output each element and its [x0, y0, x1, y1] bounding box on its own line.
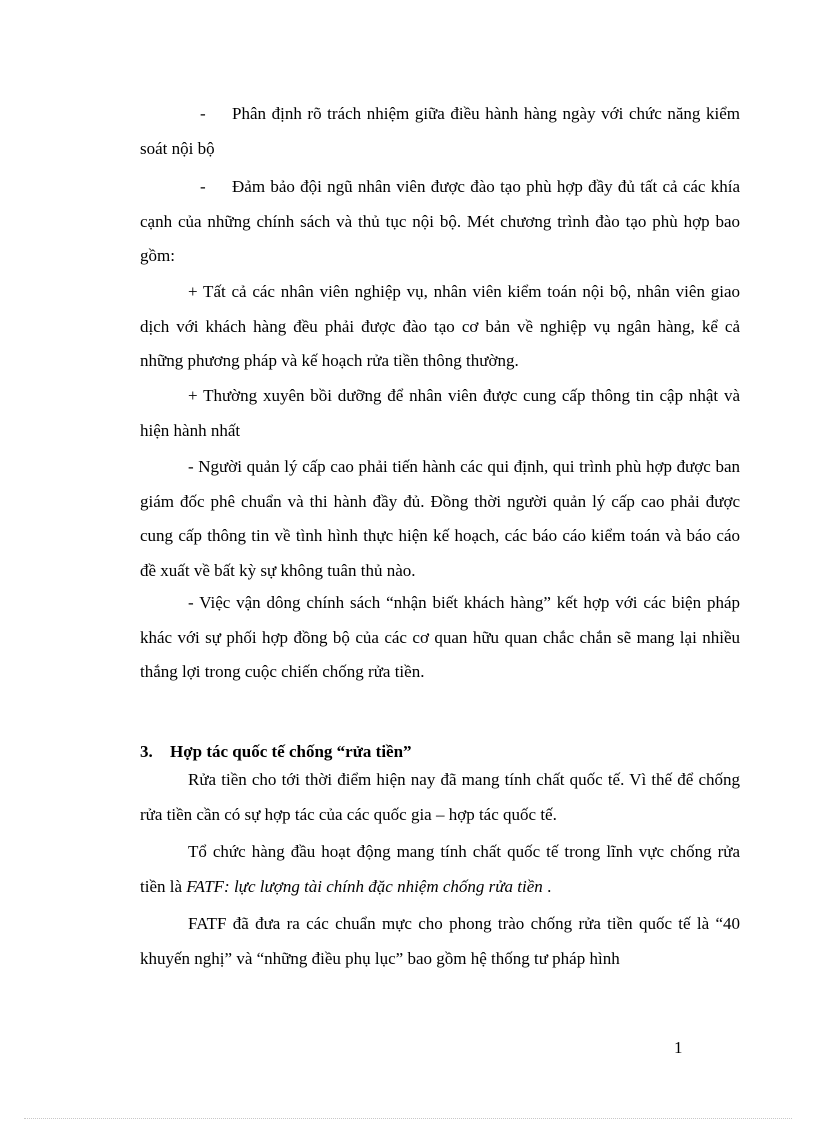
- paragraph-text: + Thường xuyên bồi dưỡng để nhân viên được cung cấp thông tin cập nhật và hiện hành nhất: [140, 386, 740, 440]
- paragraph-staff-training: [140, 170, 740, 274]
- paragraph-regular-updates: [140, 379, 740, 448]
- paragraph-training-all-staff: [140, 275, 740, 379]
- paragraph-text: Phân định rõ trách nhiệm giữa điều hành hàng ngày với chức năng kiểm soát nội bộ: [140, 104, 740, 158]
- paragraph-text: + Tất cả các nhân viên nghiệp vụ, nhân viên kiểm toán nội bộ, nhân viên giao dịch với khách hàng đều phải được đào tạo cơ bản về nghiệp vụ ngân hàng, kể cả những phương pháp và kế hoạch rửa tiền thông thường.: [140, 282, 740, 370]
- section-title: Hợp tác quốc tế chống “rửa tiền”: [170, 742, 412, 761]
- section-heading: [140, 738, 740, 766]
- paragraph-fatf-standards: [140, 907, 740, 976]
- fatf-definition: FATF: lực lượng tài chính đặc nhiệm chống rửa tiền: [186, 876, 543, 896]
- paragraph-text: - Người quản lý cấp cao phải tiến hành các qui định, qui trình phù hợp được ban giám đốc phê chuẩn và thi hành đầy đủ. Đồng thời người quản lý cấp cao phải được cung cấp thông tin về tình hình thực hiện kế hoạch, các báo cáo kiểm toán và báo cáo đề xuất về bất kỳ sự không tuân thủ nào.: [140, 457, 740, 580]
- paragraph-text: Tổ chức hàng đầu hoạt động mang tính chất quốc tế trong lĩnh vực chống rửa tiền là: [140, 842, 740, 896]
- paragraph-international-nature: [140, 763, 740, 832]
- paragraph-responsibility-separation: [140, 97, 740, 166]
- bullet-dash: -: [200, 177, 206, 196]
- page-bottom-divider: [24, 1118, 792, 1119]
- paragraph-text: Đảm bảo đội ngũ nhân viên được đào tạo phù hợp đầy đủ tất cả các khía cạnh của những chính sách và thủ tục nội bộ. Mét chương trình đào tạo phù hợp bao gồm:: [140, 177, 740, 265]
- bullet-dash: -: [200, 104, 206, 123]
- paragraph-senior-management: [140, 450, 740, 588]
- paragraph-text: Rửa tiền cho tới thời điểm hiện nay đã mang tính chất quốc tế. Vì thế để chống rửa tiền cần có sự hợp tác của các quốc gia – hợp tác quốc tế.: [140, 770, 740, 824]
- paragraph-text: - Việc vận dông chính sách “nhận biết khách hàng” kết hợp với các biện pháp khác với sự phối hợp đồng bộ của các cơ quan hữu quan chắc chắn sẽ mang lại nhiều thắng lợi trong cuộc chiến chống rửa tiền.: [140, 593, 740, 681]
- page-number: 1: [674, 1038, 683, 1057]
- paragraph-text-end: .: [542, 876, 552, 896]
- section-number: 3.: [140, 742, 153, 761]
- paragraph-know-your-customer: [140, 586, 740, 690]
- paragraph-fatf-intro: [140, 835, 740, 904]
- paragraph-text: FATF đã đưa ra các chuẩn mực cho phong trào chống rửa tiền quốc tế là “40 khuyến nghị” và “những điều phụ lục” bao gồm hệ thống tư pháp hình: [140, 914, 740, 968]
